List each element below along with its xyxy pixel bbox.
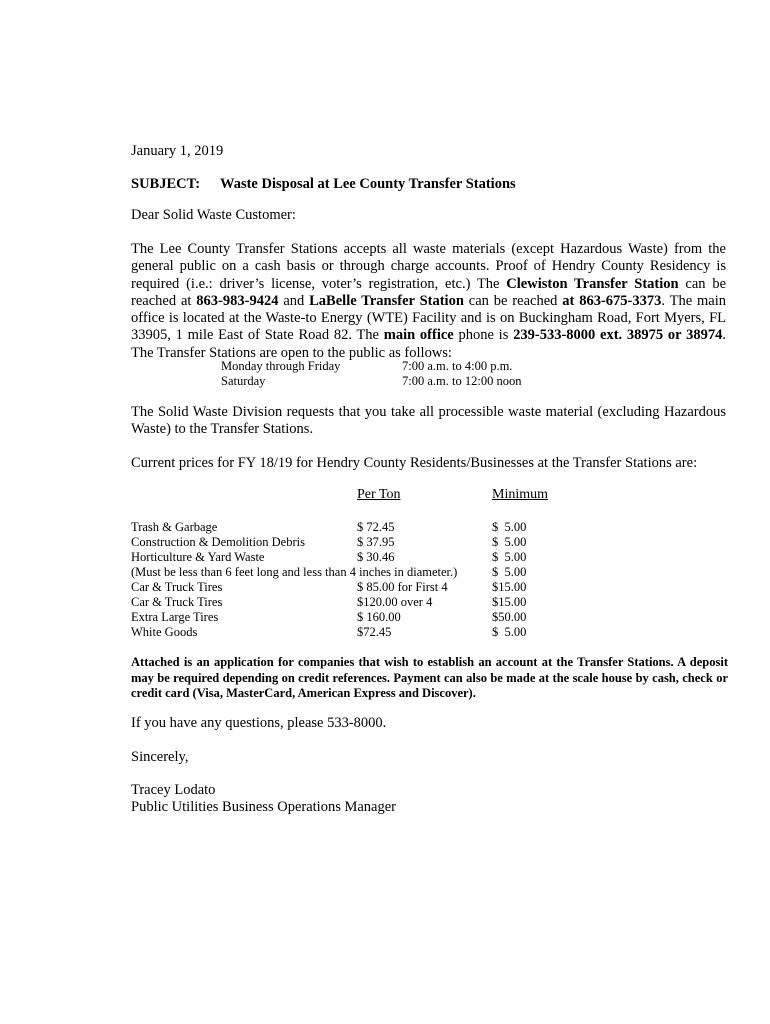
hours-time: 7:00 a.m. to 12:00 noon [402,374,522,388]
price-item-note: (Must be less than 6 feet long and less than 4 inches in diameter.) [131,565,458,579]
intro-paragraph: The Lee County Transfer Stations accepts all waste materials (except Hazardous Waste) from the general public on a cash basis or through charge accounts. Proof of Hendry County Residency is required (i.e.: driver’s license, voter’s registration, etc.) The Clewiston Transfer Station can be reached at 863-983-9424 and LaBelle Transfer Station can be reached at 863-675-3373. The main office is located at the Waste-to Energy (WTE) Facility and is on Buckingham Road, Fort Myers, FL 33905, 1 mile East of State Road 82. The main office phone is 239-533-8000 ext. 38975 or 38974. The Transfer Stations are open to the public as follows: [131,241,727,361]
price-minimum: $ 5.00 [492,565,527,579]
hours-time: 7:00 a.m. to 4:00 p.m. [402,359,513,373]
price-minimum: $ 5.00 [492,625,527,639]
price-minimum: $50.00 [492,610,527,624]
prices-intro-paragraph: Current prices for FY 18/19 for Hendry County Residents/Businesses at the Transfer Stations are: [131,455,698,471]
labelle-phone: at 863-675-3373 [562,292,662,309]
salutation: Dear Solid Waste Customer: [131,207,296,223]
per-ton-header: Per Ton [357,487,401,502]
application-paragraph: Attached is an application for companies that wish to establish an account at the Transfer Stations. A deposit may be required depending on credit references. Payment can also be made at the scale house by cash, check or credit card (Visa, MasterCard, American Express and Discover). [131,655,728,700]
price-item: White Goods [131,625,198,639]
price-per-ton: $ 72.45 [357,520,395,534]
price-per-ton: $ 30.46 [357,550,395,564]
price-per-ton: $120.00 over 4 [357,595,433,609]
price-item: Trash & Garbage [131,520,218,534]
subject-label: SUBJECT: [131,176,201,192]
price-item: Horticulture & Yard Waste [131,550,265,564]
signer-name: Tracey Lodato [131,782,216,798]
price-item: Car & Truck Tires [131,580,223,594]
letter-date: January 1, 2019 [131,143,224,159]
clewiston-phone: 863-983-9424 [196,292,279,309]
questions-line: If you have any questions, please 533-8000. [131,715,387,731]
price-minimum: $15.00 [492,595,527,609]
signer-title: Public Utilities Business Operations Manager [131,799,396,815]
processible-waste-paragraph: The Solid Waste Division requests that you take all processible waste material (excluding Hazardous Waste) to the Transfer Stations. [131,404,726,438]
subject-line [131,176,516,193]
price-minimum: $ 5.00 [492,550,527,564]
price-per-ton: $ 37.95 [357,535,395,549]
price-minimum: $15.00 [492,580,527,594]
price-per-ton: $72.45 [357,625,392,639]
clewiston-station-name: Clewiston Transfer Station [506,275,679,292]
sincerely-line: Sincerely, [131,749,189,765]
hours-days: Saturday [221,374,266,388]
price-item: Extra Large Tires [131,610,219,624]
price-item: Construction & Demolition Debris [131,535,305,549]
price-item: Car & Truck Tires [131,595,223,609]
price-minimum: $ 5.00 [492,535,527,549]
minimum-header: Minimum [492,487,549,502]
price-per-ton: $ 85.00 for First 4 [357,580,448,594]
price-per-ton: $ 160.00 [357,610,401,624]
price-minimum: $ 5.00 [492,520,527,534]
labelle-station-name: LaBelle Transfer Station [309,292,464,309]
hours-days: Monday through Friday [221,359,341,373]
subject-text: Waste Disposal at Lee County Transfer Stations [220,176,516,192]
main-office-label: main office [383,327,454,344]
main-office-phone: 239-533-8000 ext. 38975 or 38974 [513,327,723,344]
